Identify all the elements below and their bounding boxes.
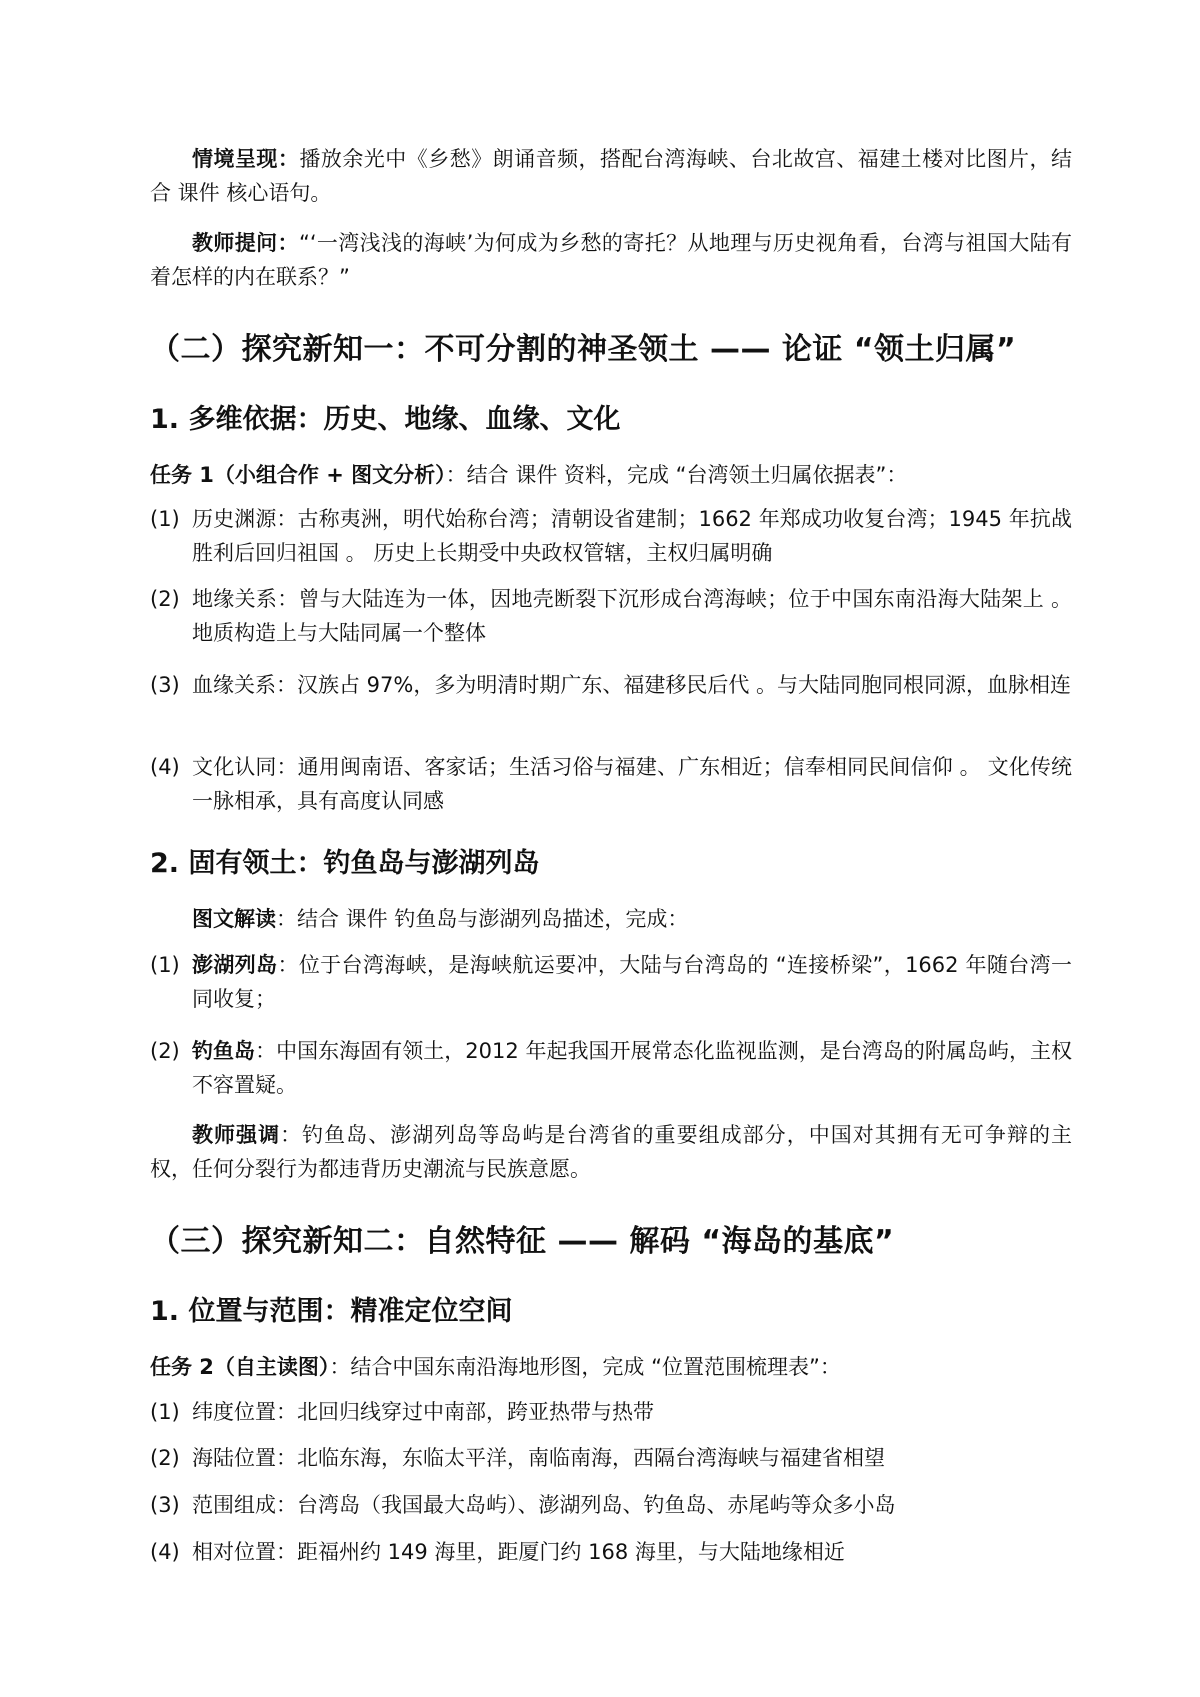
task2-paragraph xyxy=(150,1350,1072,1384)
section2-sub2-heading: 2. 固有领土：钓鱼岛与澎湖列岛 xyxy=(150,848,540,879)
list-item-text: 历史渊源：古称夷洲，明代始称台湾；清朝设省建制；1662 年郑成功收复台湾；1945 年抗战胜利后回归祖国 。 历史上长期受中央政权管辖，主权归属明确 xyxy=(192,507,1072,565)
task2-text: ：结合中国东南沿海地形图，完成 “位置范围梳理表”： xyxy=(329,1355,841,1379)
list-item-label: 钓鱼岛 xyxy=(192,1039,256,1063)
list-item xyxy=(150,1034,1072,1102)
scene-label: 情境呈现： xyxy=(192,147,300,171)
list-item xyxy=(150,502,1072,570)
reading-text: ：结合 课件 钓鱼岛与澎湖列岛描述，完成： xyxy=(276,907,689,931)
question-text: “‘一湾浅浅的海峡’为何成为乡愁的寄托？从地理与历史视角看，台湾与祖国大陆有着怎样的内在联系？” xyxy=(150,231,1073,289)
list-item-text: 范围组成：台湾岛（我国最大岛屿）、澎湖列岛、钓鱼岛、赤尾屿等众多小岛 xyxy=(192,1493,896,1517)
list-item-number: (1) xyxy=(150,507,180,531)
section3-sub1-heading: 1. 位置与范围：精准定位空间 xyxy=(150,1296,513,1327)
list-item xyxy=(150,582,1072,650)
emphasis-label: 教师强调 xyxy=(192,1123,281,1147)
section3-heading: （三）探究新知二：自然特征 —— 解码 “海岛的基底” xyxy=(150,1224,895,1259)
section2-heading: （二）探究新知一：不可分割的神圣领土 —— 论证 “领土归属” xyxy=(150,332,1017,367)
emphasis-paragraph xyxy=(150,1118,1072,1186)
task1-label: 任务 1（小组合作 + 图文分析） xyxy=(150,463,446,487)
list-item-number: (3) xyxy=(150,1493,180,1517)
list-item-number: (3) xyxy=(150,673,180,697)
list-item-text: 地缘关系：曾与大陆连为一体，因地壳断裂下沉形成台湾海峡；位于中国东南沿海大陆架上 。 地质构造上与大陆同属一个整体 xyxy=(192,587,1072,645)
list-item xyxy=(150,1488,1072,1522)
list-item-text: ：位于台湾海峡，是海峡航运要冲，大陆与台湾岛的 “连接桥梁”，1662 年随台湾一同收复； xyxy=(192,953,1072,1011)
task1-paragraph xyxy=(150,458,1072,492)
list-item-label: 澎湖列岛 xyxy=(192,953,278,977)
question-paragraph xyxy=(150,226,1072,294)
list-item xyxy=(150,1395,1072,1429)
list-item-text: 血缘关系：汉族占 97%，多为明清时期广东、福建移民后代 。与大陆同胞同根同源，血脉相连 xyxy=(192,673,1072,697)
list-item-number: (2) xyxy=(150,1039,180,1063)
list-item-number: (2) xyxy=(150,1446,180,1470)
list-item xyxy=(150,668,1072,702)
section2-sub1-heading: 1. 多维依据：历史、地缘、血缘、文化 xyxy=(150,404,621,435)
list-item-number: (4) xyxy=(150,1540,180,1564)
list-item-number: (4) xyxy=(150,755,180,779)
list-item-number: (1) xyxy=(150,953,180,977)
emphasis-text: ：钓鱼岛、澎湖列岛等岛屿是台湾省的重要组成部分，中国对其拥有无可争辩的主权，任何分裂行为都违背历史潮流与民族意愿。 xyxy=(150,1123,1073,1181)
list-item-text: 纬度位置：北回归线穿过中南部，跨亚热带与热带 xyxy=(192,1400,654,1424)
list-item-text: 相对位置：距福州约 149 海里，距厦门约 168 海里，与大陆地缘相近 xyxy=(192,1540,845,1564)
task1-text: ：结合 课件 资料，完成 “台湾领土归属依据表”： xyxy=(445,463,908,487)
list-item-text: 文化认同：通用闽南语、客家话；生活习俗与福建、广东相近；信奉相同民间信仰 。 文化传统一脉相承，具有高度认同感 xyxy=(192,755,1072,813)
task2-label: 任务 2（自主读图） xyxy=(150,1355,330,1379)
list-item xyxy=(150,1441,1072,1475)
list-item xyxy=(150,1535,1072,1569)
list-item xyxy=(150,750,1072,818)
list-item-text: 海陆位置：北临东海，东临太平洋，南临南海，西隔台湾海峡与福建省相望 xyxy=(192,1446,885,1470)
list-item-text: ：中国东海固有领土，2012 年起我国开展常态化监视监测，是台湾岛的附属岛屿，主权不容置疑。 xyxy=(192,1039,1073,1097)
scene-paragraph xyxy=(150,142,1072,210)
list-item xyxy=(150,948,1072,1016)
reading-label: 图文解读 xyxy=(192,907,276,931)
question-label: 教师提问： xyxy=(192,231,299,255)
list-item-number: (2) xyxy=(150,587,180,611)
reading-paragraph xyxy=(150,902,1072,936)
list-item-number: (1) xyxy=(150,1400,180,1424)
scene-text: 播放余光中《乡愁》朗诵音频，搭配台湾海峡、台北故宫、福建土楼对比图片，结合 课件 核心语句。 xyxy=(150,147,1072,205)
